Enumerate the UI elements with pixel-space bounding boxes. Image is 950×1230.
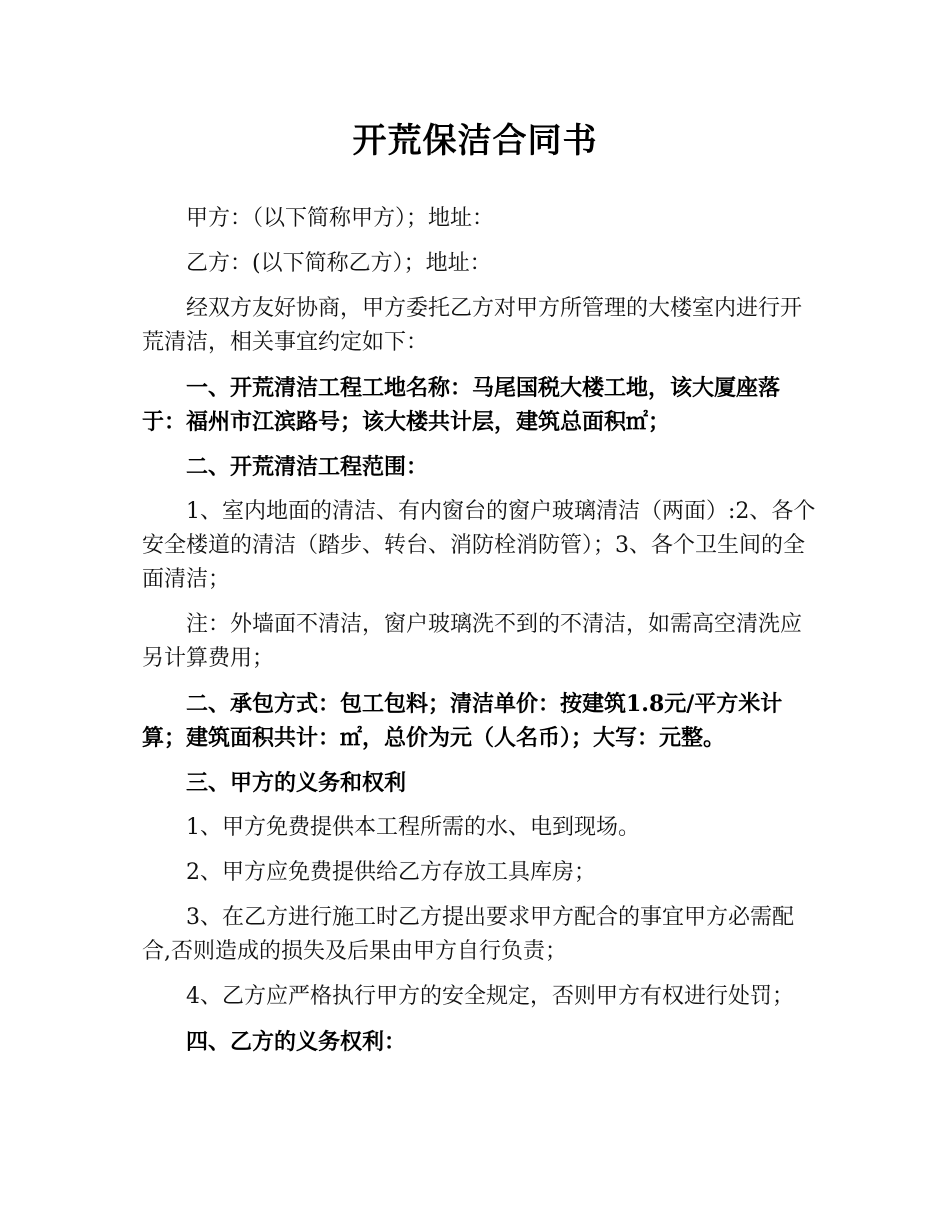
scope-note-paragraph: 注：外墙面不清洁，窗户玻璃洗不到的不清洁，如需高空清洗应另计算费用； bbox=[142, 612, 803, 671]
section-1-site-name: 一、开荒清洁工程工地名称：马尾国税大楼工地，该大厦座落于：福州市江滨路号；该大楼共计层，建筑总面积㎡； bbox=[142, 375, 781, 435]
section-contract-method: 二、承包方式：包工包料；清洁单价：按建筑1.8元/平方米计算；建筑面积共计：㎡，总价为元（人名币）；大写：元整。 bbox=[142, 691, 783, 751]
party-a-line: 甲方：（以下简称甲方）；地址： bbox=[186, 206, 495, 231]
document-body bbox=[142, 202, 817, 1070]
party-a-duty-2: 2、甲方应免费提供给乙方存放工具库房； bbox=[186, 860, 596, 885]
party-a-duty-3: 3、在乙方进行施工时乙方提出要求甲方配合的事宜甲方必需配合,否则造成的损失及后果由甲方自行负责； bbox=[142, 905, 794, 964]
section-2-scope-heading: 二、开荒清洁工程范围： bbox=[186, 454, 429, 480]
section-4-heading: 四、乙方的义务权利： bbox=[186, 1029, 407, 1055]
party-b-line: 乙方：(以下简称乙方）；地址： bbox=[186, 251, 492, 276]
document-title: 开荒保洁合同书 bbox=[352, 121, 598, 161]
intro-paragraph: 经双方友好协商，甲方委托乙方对甲方所管理的大楼室内进行开荒清洁，相关事宜约定如下： bbox=[142, 296, 803, 355]
section-3-heading: 三、甲方的义务和权利 bbox=[186, 770, 407, 796]
party-a-duty-4: 4、乙方应严格执行甲方的安全规定，否则甲方有权进行处罚； bbox=[186, 984, 794, 1009]
party-a-duty-1: 1、甲方免费提供本工程所需的水、电到现场。 bbox=[186, 815, 640, 840]
scope-items-paragraph: 1、室内地面的清洁、有内窗台的窗户玻璃清洁（两面）:2、各个安全楼道的清洁（踏步、转台、消防栓消防管）；3、各个卫生间的全面清洁； bbox=[142, 499, 816, 592]
